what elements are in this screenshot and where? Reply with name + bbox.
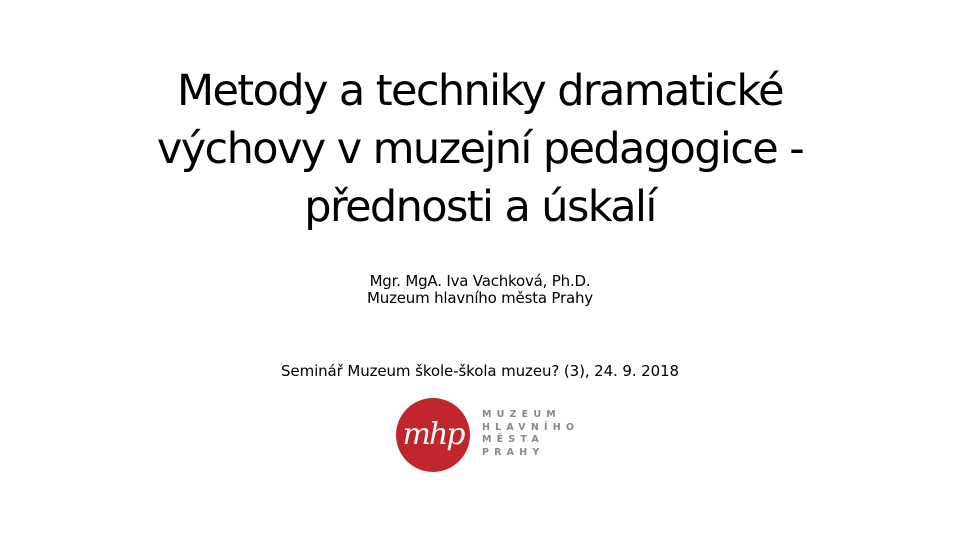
title-line-1: Metody a techniky dramatické xyxy=(176,66,784,116)
seminar-info: Seminář Muzeum škole-škola muzeu? (3), 24. 9. 2018 xyxy=(281,362,679,380)
museum-logo xyxy=(395,397,580,473)
logo-wordmark xyxy=(482,409,582,459)
author-block xyxy=(240,273,720,307)
logo-line-4: PRAHY xyxy=(482,446,545,458)
author-institution: Muzeum hlavního města Prahy xyxy=(367,289,593,307)
slide-title xyxy=(80,62,880,236)
title-line-3: přednosti a úskalí xyxy=(304,182,656,232)
logo-line-1: MUZEUM xyxy=(482,409,561,420)
title-line-2: výchovy v muzejní pedagogice - xyxy=(156,124,804,174)
logo-monogram-icon xyxy=(395,397,471,473)
author-name: Mgr. MgA. Iva Vachková, Ph.D. xyxy=(369,272,591,290)
logo-monogram-text: mhp xyxy=(402,417,464,452)
logo-line-3: MĚSTA xyxy=(482,434,544,445)
logo-line-2: HLAVNÍHO xyxy=(482,421,580,433)
